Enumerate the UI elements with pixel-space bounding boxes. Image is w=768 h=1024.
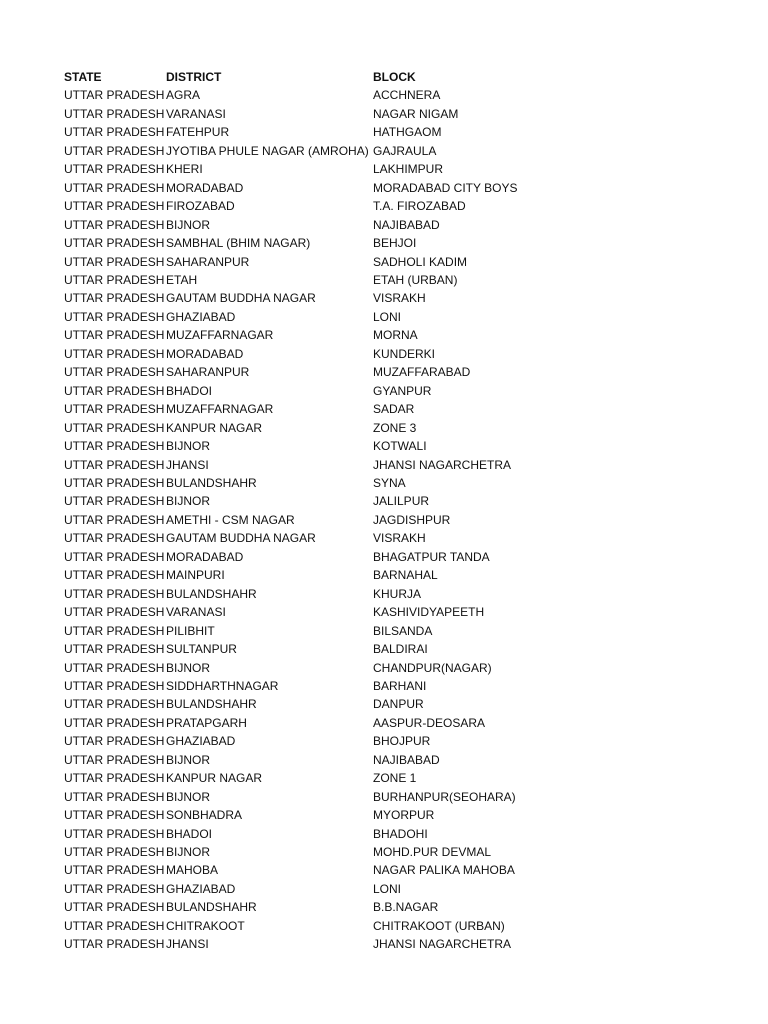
table-row (64, 917, 584, 935)
block-cell: ZONE 3 (373, 420, 417, 435)
block-cell: GAJRAULA (373, 143, 437, 158)
table-body (64, 86, 584, 953)
district-cell: MUZAFFARNAGAR (166, 402, 274, 417)
block-cell: SADHOLI KADIM (373, 254, 468, 269)
block-cell: ACCHNERA (373, 88, 441, 103)
state-cell: UTTAR PRADESH (64, 383, 165, 398)
district-cell: SAMBHAL (BHIM NAGAR) (166, 236, 311, 251)
table-row (64, 492, 584, 510)
state-cell: UTTAR PRADESH (64, 328, 165, 343)
district-cell: PRATAPGARH (166, 715, 247, 730)
block-cell: BARHANI (373, 678, 427, 693)
state-cell: UTTAR PRADESH (64, 808, 165, 823)
state-cell: UTTAR PRADESH (64, 272, 165, 287)
document-sheet (64, 68, 744, 954)
state-cell: UTTAR PRADESH (64, 678, 165, 693)
table-row (64, 714, 584, 732)
table-row (64, 935, 584, 953)
block-cell: AASPUR-DEOSARA (373, 715, 486, 730)
block-cell: MORADABAD CITY BOYS (373, 180, 518, 195)
district-cell: KANPUR NAGAR (166, 420, 263, 435)
state-cell: UTTAR PRADESH (64, 217, 165, 232)
table-row (64, 474, 584, 492)
district-cell: AMETHI - CSM NAGAR (166, 512, 295, 527)
table-row (64, 326, 584, 344)
state-cell: UTTAR PRADESH (64, 586, 165, 601)
state-cell: UTTAR PRADESH (64, 549, 165, 564)
block-cell: BILSANDA (373, 623, 433, 638)
state-cell: UTTAR PRADESH (64, 236, 165, 251)
block-cell: JHANSI NAGARCHETRA (373, 937, 512, 952)
district-cell: GHAZIABAD (166, 881, 236, 896)
block-cell: DANPUR (373, 697, 424, 712)
block-cell: KUNDERKI (373, 346, 436, 361)
table-row (64, 880, 584, 898)
state-cell: UTTAR PRADESH (64, 697, 165, 712)
table-row (64, 861, 584, 879)
block-cell: BHAGATPUR TANDA (373, 549, 490, 564)
block-cell: ZONE 1 (373, 771, 417, 786)
table-row (64, 179, 584, 197)
block-cell: ETAH (URBAN) (373, 272, 458, 287)
block-cell: NAJIBABAD (373, 217, 440, 232)
block-cell: NAGAR NIGAM (373, 106, 459, 121)
table-row (64, 566, 584, 584)
state-cell: UTTAR PRADESH (64, 143, 165, 158)
table-row (64, 105, 584, 123)
block-cell: MUZAFFARABAD (373, 365, 471, 380)
block-cell: JAGDISHPUR (373, 512, 451, 527)
block-cell: HATHGAOM (373, 125, 442, 140)
table-row (64, 216, 584, 234)
table-row (64, 345, 584, 363)
table-row (64, 529, 584, 547)
block-cell: KASHIVIDYAPEETH (373, 605, 485, 620)
block-cell: JHANSI NAGARCHETRA (373, 457, 512, 472)
table-row (64, 732, 584, 750)
table-row (64, 603, 584, 621)
state-cell: UTTAR PRADESH (64, 475, 165, 490)
district-cell: BULANDSHAHR (166, 697, 257, 712)
table-row (64, 308, 584, 326)
district-cell: JYOTIBA PHULE NAGAR (AMROHA) (166, 143, 369, 158)
state-cell: UTTAR PRADESH (64, 789, 165, 804)
table-row (64, 123, 584, 141)
district-cell: CHITRAKOOT (166, 918, 245, 933)
table-row (64, 788, 584, 806)
state-cell: UTTAR PRADESH (64, 752, 165, 767)
block-cell: BURHANPUR(SEOHARA) (373, 789, 516, 804)
district-cell: BIJNOR (166, 439, 211, 454)
state-cell: UTTAR PRADESH (64, 826, 165, 841)
district-cell: MAINPURI (166, 568, 225, 583)
district-cell: FIROZABAD (166, 199, 235, 214)
state-cell: UTTAR PRADESH (64, 660, 165, 675)
state-cell: UTTAR PRADESH (64, 845, 165, 860)
state-cell: UTTAR PRADESH (64, 771, 165, 786)
table-row (64, 142, 584, 160)
block-cell: CHANDPUR(NAGAR) (373, 660, 492, 675)
table-row (64, 825, 584, 843)
district-cell: BIJNOR (166, 494, 211, 509)
state-cell: UTTAR PRADESH (64, 605, 165, 620)
district-cell: GAUTAM BUDDHA NAGAR (166, 531, 316, 546)
district-cell: SAHARANPUR (166, 365, 250, 380)
header-district: DISTRICT (166, 70, 222, 84)
table-row (64, 806, 584, 824)
district-cell: MORADABAD (166, 346, 244, 361)
block-cell: KHURJA (373, 586, 422, 601)
state-cell: UTTAR PRADESH (64, 863, 165, 878)
district-cell: SULTANPUR (166, 642, 237, 657)
district-cell: MAHOBA (166, 863, 219, 878)
state-cell: UTTAR PRADESH (64, 309, 165, 324)
table-row (64, 86, 584, 104)
district-cell: KHERI (166, 162, 203, 177)
district-cell: BIJNOR (166, 217, 211, 232)
block-cell: VISRAKH (373, 291, 426, 306)
table-row (64, 843, 584, 861)
table-row (64, 437, 584, 455)
table-row (64, 898, 584, 916)
table-row (64, 622, 584, 640)
state-district-block-table (64, 68, 584, 954)
district-cell: GHAZIABAD (166, 734, 236, 749)
block-cell: LONI (373, 309, 402, 324)
table-row (64, 363, 584, 381)
state-cell: UTTAR PRADESH (64, 254, 165, 269)
state-cell: UTTAR PRADESH (64, 88, 165, 103)
block-cell: GYANPUR (373, 383, 432, 398)
block-cell: BARNAHAL (373, 568, 438, 583)
district-cell: SIDDHARTHNAGAR (166, 678, 279, 693)
district-cell: BULANDSHAHR (166, 900, 257, 915)
table-row (64, 419, 584, 437)
block-cell: VISRAKH (373, 531, 426, 546)
district-cell: KANPUR NAGAR (166, 771, 263, 786)
state-cell: UTTAR PRADESH (64, 623, 165, 638)
district-cell: MORADABAD (166, 549, 244, 564)
block-cell: BHADOHI (373, 826, 428, 841)
block-cell: SYNA (373, 475, 406, 490)
district-cell: PILIBHIT (166, 623, 215, 638)
block-cell: KOTWALI (373, 439, 427, 454)
table-row (64, 751, 584, 769)
state-cell: UTTAR PRADESH (64, 402, 165, 417)
state-cell: UTTAR PRADESH (64, 512, 165, 527)
block-cell: NAJIBABAD (373, 752, 440, 767)
district-cell: BHADOI (166, 826, 213, 841)
district-cell: SONBHADRA (166, 808, 243, 823)
state-cell: UTTAR PRADESH (64, 734, 165, 749)
district-cell: GHAZIABAD (166, 309, 236, 324)
block-cell: MORNA (373, 328, 418, 343)
state-cell: UTTAR PRADESH (64, 180, 165, 195)
district-cell: BULANDSHAHR (166, 475, 257, 490)
block-cell: NAGAR PALIKA MAHOBA (373, 863, 515, 878)
state-cell: UTTAR PRADESH (64, 457, 165, 472)
table-row (64, 197, 584, 215)
state-cell: UTTAR PRADESH (64, 881, 165, 896)
table-row (64, 511, 584, 529)
state-cell: UTTAR PRADESH (64, 346, 165, 361)
table-row (64, 548, 584, 566)
table-row (64, 253, 584, 271)
table-row (64, 382, 584, 400)
state-cell: UTTAR PRADESH (64, 937, 165, 952)
district-cell: SAHARANPUR (166, 254, 250, 269)
state-cell: UTTAR PRADESH (64, 439, 165, 454)
table-row (64, 769, 584, 787)
block-cell: MYORPUR (373, 808, 435, 823)
state-cell: UTTAR PRADESH (64, 365, 165, 380)
district-cell: BIJNOR (166, 660, 211, 675)
state-cell: UTTAR PRADESH (64, 125, 165, 140)
state-cell: UTTAR PRADESH (64, 106, 165, 121)
state-cell: UTTAR PRADESH (64, 531, 165, 546)
district-cell: AGRA (166, 88, 201, 103)
header-block: BLOCK (373, 70, 416, 84)
table-row (64, 695, 584, 713)
district-cell: FATEHPUR (166, 125, 230, 140)
header-state: STATE (64, 70, 102, 84)
district-cell: BIJNOR (166, 845, 211, 860)
table-row (64, 659, 584, 677)
state-cell: UTTAR PRADESH (64, 162, 165, 177)
state-cell: UTTAR PRADESH (64, 715, 165, 730)
block-cell: CHITRAKOOT (URBAN) (373, 918, 505, 933)
table-header-row (64, 68, 584, 86)
block-cell: BHOJPUR (373, 734, 431, 749)
table-row (64, 585, 584, 603)
district-cell: BULANDSHAHR (166, 586, 257, 601)
district-cell: JHANSI (166, 937, 209, 952)
block-cell: B.B.NAGAR (373, 900, 439, 915)
table-row (64, 160, 584, 178)
table-row (64, 234, 584, 252)
table-row (64, 677, 584, 695)
block-cell: LONI (373, 881, 402, 896)
district-cell: GAUTAM BUDDHA NAGAR (166, 291, 316, 306)
table-row (64, 456, 584, 474)
district-cell: BIJNOR (166, 789, 211, 804)
district-cell: JHANSI (166, 457, 209, 472)
district-cell: VARANASI (166, 605, 226, 620)
block-cell: LAKHIMPUR (373, 162, 444, 177)
district-cell: BHADOI (166, 383, 213, 398)
state-cell: UTTAR PRADESH (64, 420, 165, 435)
block-cell: BEHJOI (373, 236, 417, 251)
table-row (64, 400, 584, 418)
state-cell: UTTAR PRADESH (64, 291, 165, 306)
state-cell: UTTAR PRADESH (64, 900, 165, 915)
state-cell: UTTAR PRADESH (64, 494, 165, 509)
state-cell: UTTAR PRADESH (64, 918, 165, 933)
block-cell: T.A. FIROZABAD (373, 199, 466, 214)
table-row (64, 289, 584, 307)
district-cell: BIJNOR (166, 752, 211, 767)
district-cell: VARANASI (166, 106, 226, 121)
block-cell: JALILPUR (373, 494, 430, 509)
state-cell: UTTAR PRADESH (64, 642, 165, 657)
state-cell: UTTAR PRADESH (64, 568, 165, 583)
table-row (64, 271, 584, 289)
block-cell: MOHD.PUR DEVMAL (373, 845, 492, 860)
district-cell: MORADABAD (166, 180, 244, 195)
block-cell: SADAR (373, 402, 415, 417)
block-cell: BALDIRAI (373, 642, 428, 657)
district-cell: MUZAFFARNAGAR (166, 328, 274, 343)
state-cell: UTTAR PRADESH (64, 199, 165, 214)
district-cell: ETAH (166, 272, 198, 287)
table-row (64, 640, 584, 658)
